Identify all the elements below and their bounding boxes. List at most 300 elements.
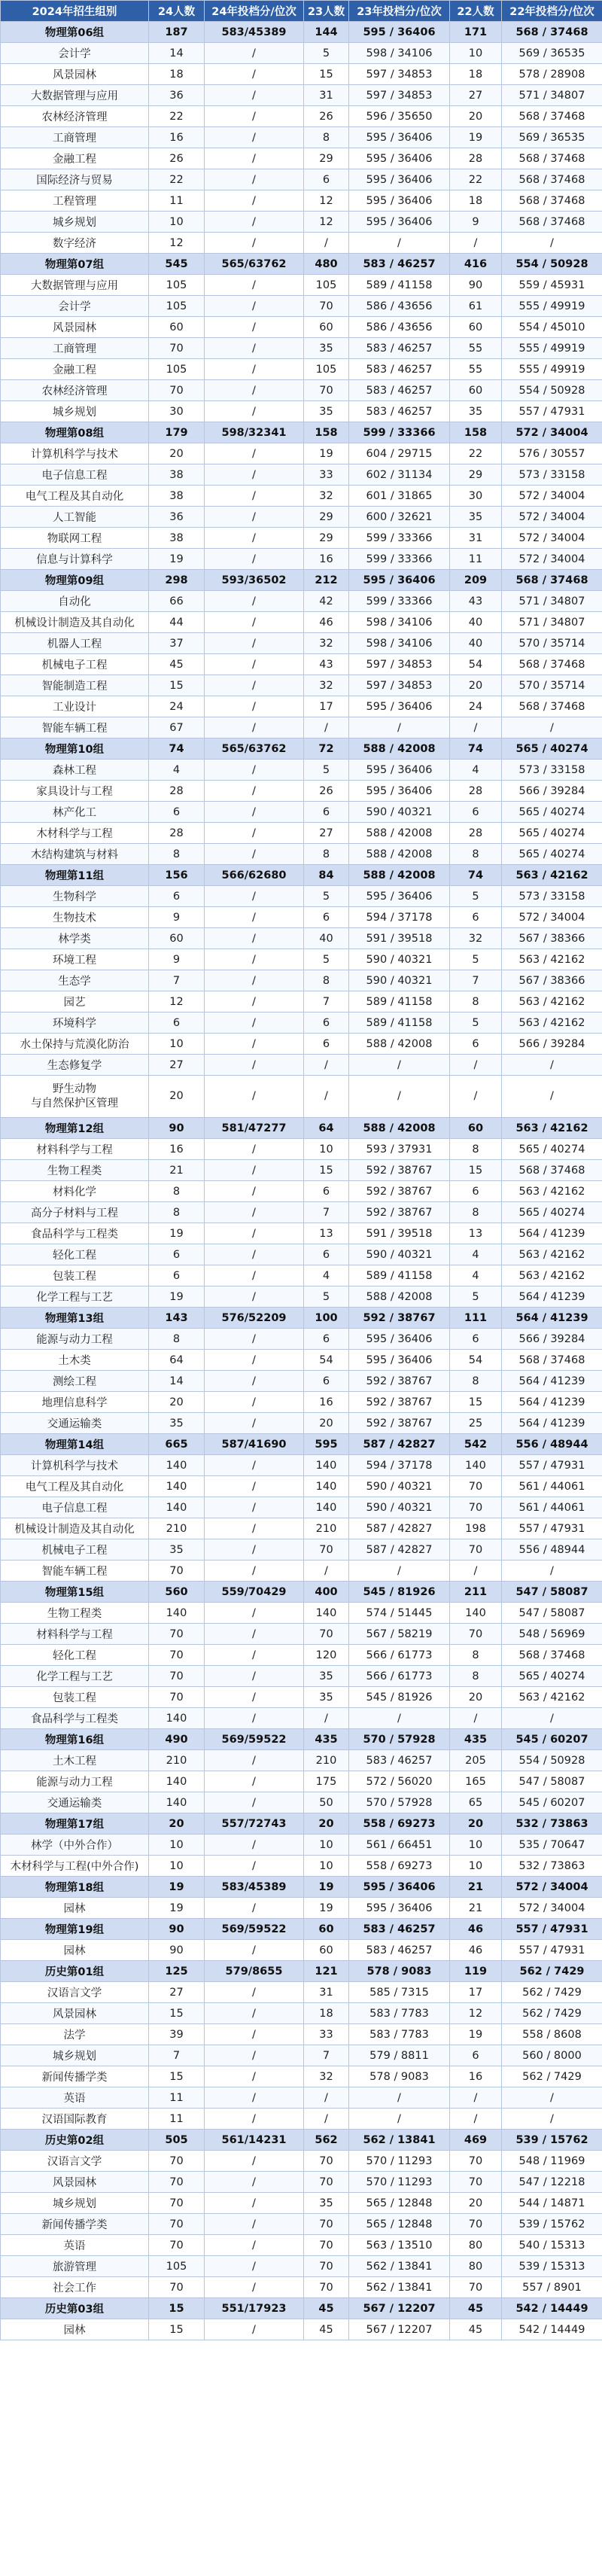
score-2022: 572 / 34004 bbox=[502, 1877, 602, 1898]
table-row bbox=[1, 1792, 602, 1813]
major-name: 交通运输类 bbox=[1, 1792, 149, 1813]
major-name: 地理信息科学 bbox=[1, 1392, 149, 1413]
count-2024: 140 bbox=[149, 1792, 205, 1813]
count-2023: 121 bbox=[304, 1961, 349, 1982]
score-2023: 592 / 38767 bbox=[349, 1160, 450, 1181]
score-2023: 589 / 41158 bbox=[349, 991, 450, 1012]
score-2022: 554 / 50928 bbox=[502, 1750, 602, 1771]
count-2023: 6 bbox=[304, 1371, 349, 1392]
major-name: 森林工程 bbox=[1, 760, 149, 781]
count-2022: 22 bbox=[450, 443, 502, 464]
score-2023: 599 / 33366 bbox=[349, 549, 450, 570]
score-2022: 556 / 48944 bbox=[502, 1434, 602, 1455]
count-2024: 70 bbox=[149, 338, 205, 359]
score-2023: 592 / 38767 bbox=[349, 1181, 450, 1202]
major-name: 城乡规划 bbox=[1, 2193, 149, 2214]
table-row bbox=[1, 1940, 602, 1961]
group-name: 物理第12组 bbox=[1, 1118, 149, 1139]
score-2023: 595 / 36406 bbox=[349, 148, 450, 169]
table-row bbox=[1, 2277, 602, 2298]
score-2022: 555 / 49919 bbox=[502, 338, 602, 359]
score-2024: 569/59522 bbox=[205, 1919, 304, 1940]
score-2024: 581/47277 bbox=[205, 1118, 304, 1139]
count-2023: 17 bbox=[304, 696, 349, 717]
count-2024: 90 bbox=[149, 1118, 205, 1139]
count-2023: 435 bbox=[304, 1729, 349, 1750]
count-2023: 33 bbox=[304, 464, 349, 486]
count-2024: 28 bbox=[149, 781, 205, 802]
major-name: 机器人工程 bbox=[1, 633, 149, 654]
score-2022: 544 / 14871 bbox=[502, 2193, 602, 2214]
count-2022: 140 bbox=[450, 1603, 502, 1624]
count-2023: 31 bbox=[304, 1982, 349, 2003]
count-2022: 13 bbox=[450, 1223, 502, 1244]
count-2024: 22 bbox=[149, 169, 205, 190]
group-name: 物理第16组 bbox=[1, 1729, 149, 1750]
table-row bbox=[1, 1455, 602, 1476]
table-row bbox=[1, 991, 602, 1012]
count-2023: 8 bbox=[304, 127, 349, 148]
score-2024: / bbox=[205, 1539, 304, 1561]
count-2024: 20 bbox=[149, 1392, 205, 1413]
count-2024: 210 bbox=[149, 1750, 205, 1771]
score-2024: / bbox=[205, 1329, 304, 1350]
score-2022: 573 / 33158 bbox=[502, 886, 602, 907]
score-2023: 590 / 40321 bbox=[349, 1497, 450, 1518]
count-2023: 54 bbox=[304, 1350, 349, 1371]
score-2023: 583 / 46257 bbox=[349, 380, 450, 401]
score-2022: / bbox=[502, 2087, 602, 2109]
score-2022: 572 / 34004 bbox=[502, 422, 602, 443]
group-name: 物理第06组 bbox=[1, 22, 149, 43]
count-2022: 65 bbox=[450, 1792, 502, 1813]
count-2024: 125 bbox=[149, 1961, 205, 1982]
score-2023: 598 / 34106 bbox=[349, 43, 450, 64]
score-2024: / bbox=[205, 991, 304, 1012]
score-2024: / bbox=[205, 1603, 304, 1624]
count-2024: 15 bbox=[149, 675, 205, 696]
major-name: 材料科学与工程 bbox=[1, 1139, 149, 1160]
score-2022: 560 / 8000 bbox=[502, 2045, 602, 2066]
score-2022: 564 / 41239 bbox=[502, 1371, 602, 1392]
count-2024: 143 bbox=[149, 1308, 205, 1329]
count-2024: 37 bbox=[149, 633, 205, 654]
major-name: 电气工程及其自动化 bbox=[1, 486, 149, 507]
score-2022: 539 / 15762 bbox=[502, 2214, 602, 2235]
major-name: 化学工程与工艺 bbox=[1, 1666, 149, 1687]
count-2023: 19 bbox=[304, 1898, 349, 1919]
count-2022: 4 bbox=[450, 1244, 502, 1265]
count-2022: / bbox=[450, 717, 502, 738]
count-2022: 28 bbox=[450, 148, 502, 169]
count-2023: 32 bbox=[304, 2066, 349, 2087]
score-2023: 595 / 36406 bbox=[349, 1329, 450, 1350]
score-2022: / bbox=[502, 1076, 602, 1118]
table-row bbox=[1, 486, 602, 507]
score-2022: 571 / 34807 bbox=[502, 85, 602, 106]
table-row bbox=[1, 1265, 602, 1286]
group-row bbox=[1, 570, 602, 591]
count-2024: 210 bbox=[149, 1518, 205, 1539]
count-2024: 8 bbox=[149, 844, 205, 865]
table-row bbox=[1, 612, 602, 633]
score-2024: / bbox=[205, 823, 304, 844]
count-2023: 42 bbox=[304, 591, 349, 612]
count-2022: 70 bbox=[450, 1624, 502, 1645]
count-2023: 19 bbox=[304, 443, 349, 464]
count-2023: 5 bbox=[304, 949, 349, 970]
major-name: 计算机科学与技术 bbox=[1, 443, 149, 464]
count-2022: 140 bbox=[450, 1455, 502, 1476]
count-2023: 26 bbox=[304, 781, 349, 802]
major-name: 风景园林 bbox=[1, 2172, 149, 2193]
score-2022: 561 / 44061 bbox=[502, 1497, 602, 1518]
table-row bbox=[1, 717, 602, 738]
score-2022: 568 / 37468 bbox=[502, 654, 602, 675]
count-2022: 27 bbox=[450, 85, 502, 106]
score-2022: 547 / 12218 bbox=[502, 2172, 602, 2193]
count-2023: 70 bbox=[304, 2172, 349, 2193]
count-2022: 18 bbox=[450, 64, 502, 85]
table-row bbox=[1, 127, 602, 148]
score-2024: 559/70429 bbox=[205, 1582, 304, 1603]
count-2024: 70 bbox=[149, 1666, 205, 1687]
count-2023: 10 bbox=[304, 1856, 349, 1877]
major-name: 旅游管理 bbox=[1, 2256, 149, 2277]
group-row bbox=[1, 1582, 602, 1603]
count-2024: 7 bbox=[149, 2045, 205, 2066]
count-2023: 70 bbox=[304, 296, 349, 317]
score-2022: 576 / 30557 bbox=[502, 443, 602, 464]
count-2024: 22 bbox=[149, 106, 205, 127]
table-row bbox=[1, 2024, 602, 2045]
count-2023: 46 bbox=[304, 612, 349, 633]
count-2024: 70 bbox=[149, 2235, 205, 2256]
score-2024: / bbox=[205, 760, 304, 781]
table-row bbox=[1, 1202, 602, 1223]
count-2023: 40 bbox=[304, 928, 349, 949]
score-2023: 592 / 38767 bbox=[349, 1371, 450, 1392]
count-2022: 20 bbox=[450, 675, 502, 696]
score-2022: 539 / 15762 bbox=[502, 2130, 602, 2151]
count-2023: 16 bbox=[304, 1392, 349, 1413]
score-2022: 554 / 50928 bbox=[502, 254, 602, 275]
major-name: 汉语国际教育 bbox=[1, 2109, 149, 2130]
major-name: 园林 bbox=[1, 2319, 149, 2340]
major-name: 能源与动力工程 bbox=[1, 1329, 149, 1350]
count-2023: 72 bbox=[304, 738, 349, 760]
count-2023: 175 bbox=[304, 1771, 349, 1792]
table-header-row bbox=[1, 1, 602, 22]
table-row bbox=[1, 106, 602, 127]
score-2024: / bbox=[205, 443, 304, 464]
count-2024: 10 bbox=[149, 1856, 205, 1877]
score-2022: 539 / 15313 bbox=[502, 2256, 602, 2277]
count-2022: 211 bbox=[450, 1582, 502, 1603]
score-2023: 588 / 42008 bbox=[349, 1034, 450, 1055]
count-2022: 28 bbox=[450, 781, 502, 802]
score-2022: 566 / 39284 bbox=[502, 781, 602, 802]
count-2024: 19 bbox=[149, 1286, 205, 1308]
table-row bbox=[1, 907, 602, 928]
count-2024: 70 bbox=[149, 1687, 205, 1708]
score-2022: 555 / 49919 bbox=[502, 296, 602, 317]
major-name: 新闻传播学类 bbox=[1, 2066, 149, 2087]
score-2024: / bbox=[205, 2277, 304, 2298]
count-2023: 210 bbox=[304, 1750, 349, 1771]
score-2024: / bbox=[205, 212, 304, 233]
major-name: 自动化 bbox=[1, 591, 149, 612]
count-2023: 144 bbox=[304, 22, 349, 43]
score-2022: 568 / 37468 bbox=[502, 190, 602, 212]
count-2024: 8 bbox=[149, 1181, 205, 1202]
score-2024: / bbox=[205, 275, 304, 296]
count-2022: / bbox=[450, 2109, 502, 2130]
count-2024: 19 bbox=[149, 549, 205, 570]
major-name: 智能制造工程 bbox=[1, 675, 149, 696]
group-name: 物理第09组 bbox=[1, 570, 149, 591]
header-score-2022: 22年投档分/位次 bbox=[502, 1, 602, 22]
score-2022: 566 / 39284 bbox=[502, 1329, 602, 1350]
count-2022: 12 bbox=[450, 2003, 502, 2024]
table-row bbox=[1, 1139, 602, 1160]
table-row bbox=[1, 1856, 602, 1877]
count-2023: 70 bbox=[304, 380, 349, 401]
major-name: 园林 bbox=[1, 1898, 149, 1919]
count-2022: 74 bbox=[450, 738, 502, 760]
count-2024: 12 bbox=[149, 233, 205, 254]
score-2024: / bbox=[205, 633, 304, 654]
count-2024: 11 bbox=[149, 2087, 205, 2109]
count-2024: 20 bbox=[149, 1813, 205, 1835]
major-name: 家具设计与工程 bbox=[1, 781, 149, 802]
major-name: 农林经济管理 bbox=[1, 380, 149, 401]
score-2022: 542 / 14449 bbox=[502, 2319, 602, 2340]
count-2022: 5 bbox=[450, 1012, 502, 1034]
score-2024: / bbox=[205, 1286, 304, 1308]
count-2023: 50 bbox=[304, 1792, 349, 1813]
count-2022: 40 bbox=[450, 633, 502, 654]
score-2022: 557 / 47931 bbox=[502, 1919, 602, 1940]
count-2023: 60 bbox=[304, 1919, 349, 1940]
count-2024: 6 bbox=[149, 802, 205, 823]
table-row bbox=[1, 2003, 602, 2024]
score-2022: 540 / 15313 bbox=[502, 2235, 602, 2256]
count-2024: 74 bbox=[149, 738, 205, 760]
score-2023: 567 / 12207 bbox=[349, 2298, 450, 2319]
table-row bbox=[1, 1666, 602, 1687]
count-2023: 105 bbox=[304, 275, 349, 296]
count-2023: 15 bbox=[304, 64, 349, 85]
table-row bbox=[1, 1034, 602, 1055]
count-2022: 20 bbox=[450, 1687, 502, 1708]
group-name: 物理第07组 bbox=[1, 254, 149, 275]
score-2022: 572 / 34004 bbox=[502, 549, 602, 570]
score-2022: 568 / 37468 bbox=[502, 148, 602, 169]
count-2022: 165 bbox=[450, 1771, 502, 1792]
score-2024: / bbox=[205, 64, 304, 85]
count-2022: 6 bbox=[450, 1329, 502, 1350]
score-2022: 561 / 44061 bbox=[502, 1476, 602, 1497]
major-name: 野生动物 与自然保护区管理 bbox=[1, 1076, 149, 1118]
score-2022: 566 / 39284 bbox=[502, 1034, 602, 1055]
score-2022: 545 / 60207 bbox=[502, 1729, 602, 1750]
score-2023: 590 / 40321 bbox=[349, 949, 450, 970]
major-name: 工商管理 bbox=[1, 338, 149, 359]
score-2023: 588 / 42008 bbox=[349, 738, 450, 760]
major-name: 生物科学 bbox=[1, 886, 149, 907]
count-2022: 90 bbox=[450, 275, 502, 296]
count-2023: 140 bbox=[304, 1476, 349, 1497]
score-2023: 572 / 56020 bbox=[349, 1771, 450, 1792]
score-2023: 583 / 46257 bbox=[349, 1919, 450, 1940]
count-2022: 45 bbox=[450, 2319, 502, 2340]
table-row bbox=[1, 1371, 602, 1392]
score-2022: 548 / 56969 bbox=[502, 1624, 602, 1645]
count-2023: 6 bbox=[304, 1034, 349, 1055]
count-2022: 60 bbox=[450, 380, 502, 401]
score-2022: / bbox=[502, 233, 602, 254]
score-2023: 594 / 37178 bbox=[349, 907, 450, 928]
count-2024: 298 bbox=[149, 570, 205, 591]
group-name: 物理第17组 bbox=[1, 1813, 149, 1835]
score-2024: / bbox=[205, 1181, 304, 1202]
score-2023: 596 / 35650 bbox=[349, 106, 450, 127]
score-2023: 588 / 42008 bbox=[349, 823, 450, 844]
score-2022: 565 / 40274 bbox=[502, 844, 602, 865]
table-row bbox=[1, 1476, 602, 1497]
score-2023: 565 / 12848 bbox=[349, 2214, 450, 2235]
table-row bbox=[1, 1539, 602, 1561]
table-row bbox=[1, 1645, 602, 1666]
score-2022: 565 / 40274 bbox=[502, 802, 602, 823]
table-row bbox=[1, 85, 602, 106]
major-name: 林产化工 bbox=[1, 802, 149, 823]
table-row bbox=[1, 169, 602, 190]
count-2024: 140 bbox=[149, 1771, 205, 1792]
header-count-2024: 24人数 bbox=[149, 1, 205, 22]
major-name: 大数据管理与应用 bbox=[1, 85, 149, 106]
score-2022: 547 / 58087 bbox=[502, 1771, 602, 1792]
count-2023: 4 bbox=[304, 1265, 349, 1286]
score-2024: / bbox=[205, 380, 304, 401]
score-2023: 595 / 36406 bbox=[349, 1350, 450, 1371]
count-2022: 8 bbox=[450, 1371, 502, 1392]
count-2024: 6 bbox=[149, 1265, 205, 1286]
count-2022: 6 bbox=[450, 802, 502, 823]
major-name: 风景园林 bbox=[1, 64, 149, 85]
score-2023: 570 / 57928 bbox=[349, 1729, 450, 1750]
score-2024: / bbox=[205, 781, 304, 802]
score-2024: / bbox=[205, 507, 304, 528]
count-2023: 15 bbox=[304, 1160, 349, 1181]
score-2022: 570 / 35714 bbox=[502, 675, 602, 696]
score-2024: / bbox=[205, 2214, 304, 2235]
score-2024: / bbox=[205, 233, 304, 254]
score-2023: / bbox=[349, 1708, 450, 1729]
score-2024: / bbox=[205, 2045, 304, 2066]
major-name: 生物工程类 bbox=[1, 1160, 149, 1181]
table-row bbox=[1, 2172, 602, 2193]
major-name: 汉语言文学 bbox=[1, 1982, 149, 2003]
score-2024: / bbox=[205, 654, 304, 675]
score-2022: 563 / 42162 bbox=[502, 1118, 602, 1139]
table-row bbox=[1, 2193, 602, 2214]
major-name: 工程管理 bbox=[1, 190, 149, 212]
table-row bbox=[1, 633, 602, 654]
table-row bbox=[1, 1624, 602, 1645]
count-2024: 9 bbox=[149, 907, 205, 928]
count-2022: 43 bbox=[450, 591, 502, 612]
score-2024: / bbox=[205, 886, 304, 907]
count-2022: 54 bbox=[450, 654, 502, 675]
count-2024: 105 bbox=[149, 275, 205, 296]
score-2022: / bbox=[502, 2109, 602, 2130]
header-score-2024: 24年投档分/位次 bbox=[205, 1, 304, 22]
score-2024: / bbox=[205, 106, 304, 127]
major-name: 城乡规划 bbox=[1, 2045, 149, 2066]
major-name: 国际经济与贸易 bbox=[1, 169, 149, 190]
count-2022: 29 bbox=[450, 464, 502, 486]
score-2023: 597 / 34853 bbox=[349, 85, 450, 106]
table-row bbox=[1, 1392, 602, 1413]
group-name: 物理第19组 bbox=[1, 1919, 149, 1940]
score-2022: 563 / 42162 bbox=[502, 991, 602, 1012]
score-2022: 545 / 60207 bbox=[502, 1792, 602, 1813]
score-2024: / bbox=[205, 486, 304, 507]
table-row bbox=[1, 2256, 602, 2277]
major-name: 林学（中外合作） bbox=[1, 1835, 149, 1856]
group-row bbox=[1, 2130, 602, 2151]
score-2024: / bbox=[205, 1413, 304, 1434]
table-row bbox=[1, 43, 602, 64]
count-2022: / bbox=[450, 1076, 502, 1118]
score-2024: / bbox=[205, 1139, 304, 1160]
count-2022: 119 bbox=[450, 1961, 502, 1982]
count-2023: / bbox=[304, 2109, 349, 2130]
score-2024: / bbox=[205, 1371, 304, 1392]
count-2024: 19 bbox=[149, 1223, 205, 1244]
score-2022: 556 / 48944 bbox=[502, 1539, 602, 1561]
count-2022: 10 bbox=[450, 1856, 502, 1877]
count-2023: 100 bbox=[304, 1308, 349, 1329]
table-row bbox=[1, 64, 602, 85]
count-2024: 140 bbox=[149, 1497, 205, 1518]
count-2022: 10 bbox=[450, 43, 502, 64]
count-2022: 171 bbox=[450, 22, 502, 43]
count-2023: 12 bbox=[304, 190, 349, 212]
score-2024: / bbox=[205, 2319, 304, 2340]
score-2024: / bbox=[205, 148, 304, 169]
count-2022: 198 bbox=[450, 1518, 502, 1539]
table-row bbox=[1, 1413, 602, 1434]
count-2023: 32 bbox=[304, 486, 349, 507]
count-2022: 15 bbox=[450, 1392, 502, 1413]
count-2023: 60 bbox=[304, 1940, 349, 1961]
count-2022: 18 bbox=[450, 190, 502, 212]
score-2023: 570 / 57928 bbox=[349, 1792, 450, 1813]
score-2024: / bbox=[205, 2066, 304, 2087]
score-2023: 583 / 7783 bbox=[349, 2024, 450, 2045]
count-2022: 8 bbox=[450, 991, 502, 1012]
major-name: 轻化工程 bbox=[1, 1645, 149, 1666]
score-2024: / bbox=[205, 1750, 304, 1771]
score-2022: 573 / 33158 bbox=[502, 760, 602, 781]
score-2024: / bbox=[205, 43, 304, 64]
table-row bbox=[1, 2087, 602, 2109]
major-name: 风景园林 bbox=[1, 2003, 149, 2024]
score-2024: / bbox=[205, 2109, 304, 2130]
